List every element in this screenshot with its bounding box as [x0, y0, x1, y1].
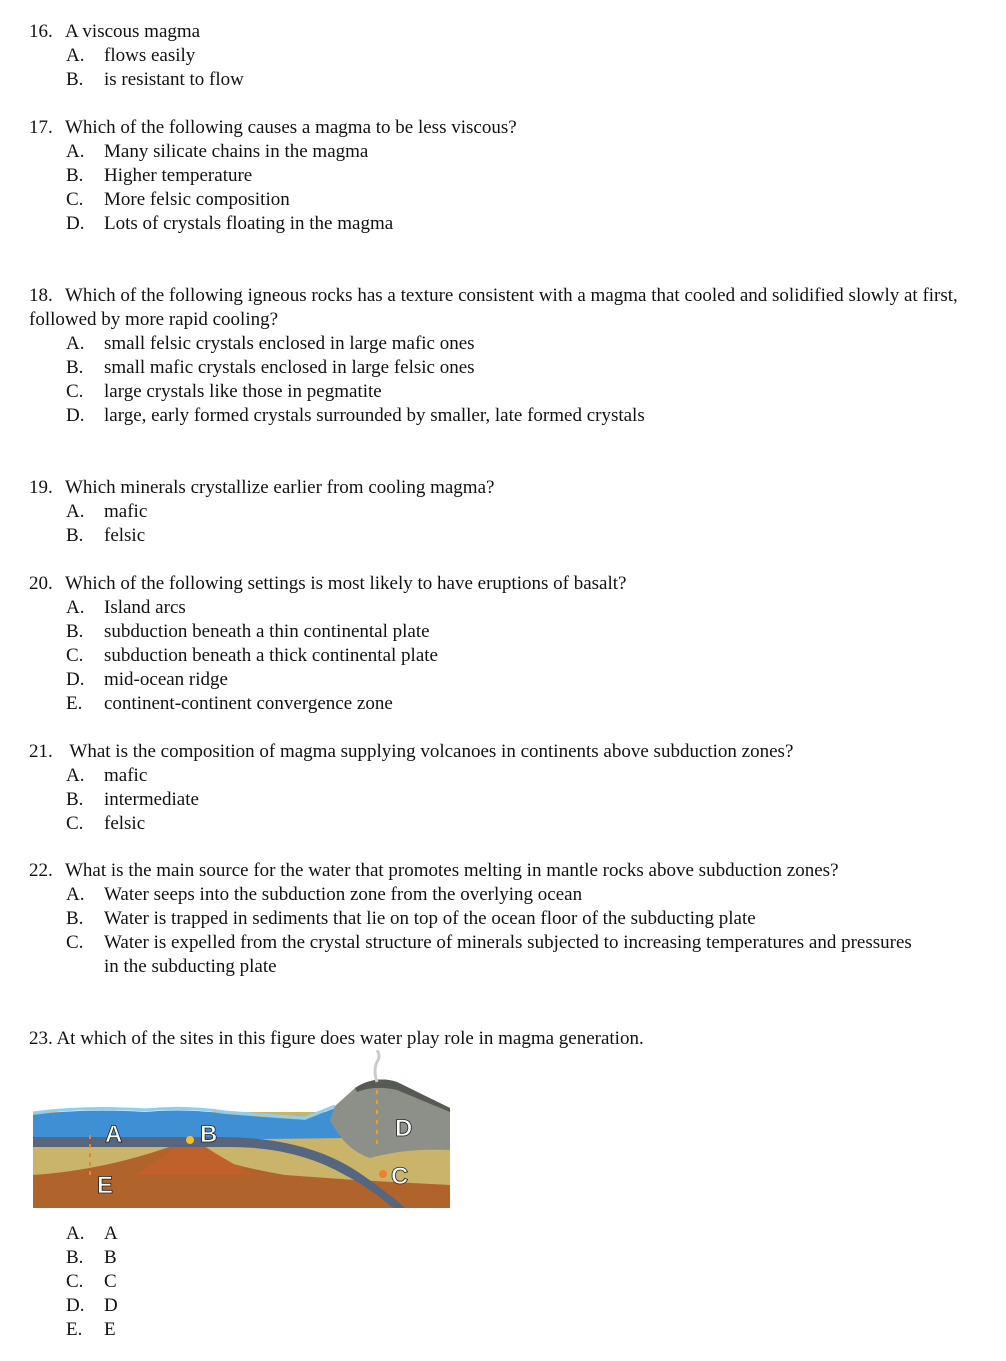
option-letter: A. — [66, 501, 85, 522]
option-letter: C. — [66, 1271, 84, 1292]
option-letter: D. — [66, 213, 85, 234]
option — [29, 380, 984, 404]
option-letter: B. — [66, 621, 84, 642]
option-letter: E. — [66, 693, 83, 714]
option-letter: B. — [66, 789, 84, 810]
option — [29, 620, 984, 644]
question-number: 22. — [29, 860, 53, 881]
question-number: 23. — [29, 1028, 53, 1049]
option-letter: B. — [66, 357, 84, 378]
option-letter: A. — [66, 333, 85, 354]
option — [29, 1222, 984, 1246]
option-text: B — [104, 1247, 117, 1268]
question-16 — [29, 20, 984, 92]
option-text: subduction beneath a thick continental plate — [104, 645, 438, 666]
option-letter: B. — [66, 525, 84, 546]
option — [29, 44, 984, 68]
option-text: Island arcs — [104, 597, 186, 618]
option — [29, 788, 984, 812]
option — [29, 1270, 984, 1294]
question-20 — [29, 572, 984, 716]
option — [29, 764, 984, 788]
option-text: felsic — [104, 525, 146, 546]
question-19 — [29, 476, 984, 548]
option-text: E — [104, 1319, 116, 1340]
option-text: small mafic crystals enclosed in large felsic ones — [104, 357, 475, 378]
option-text: is resistant to flow — [104, 69, 244, 90]
option-letter: A. — [66, 141, 85, 162]
subduction-figure — [25, 1050, 455, 1215]
option-letter: D. — [66, 405, 85, 426]
option — [29, 188, 984, 212]
option-letter: C. — [66, 189, 84, 210]
question-stem: A viscous magma — [65, 21, 201, 42]
question-number: 20. — [29, 573, 53, 594]
option-text: subduction beneath a thin continental plate — [104, 621, 430, 642]
option-letter: A. — [66, 1223, 85, 1244]
figure-label-e: E — [97, 1172, 114, 1199]
question-23 — [29, 1027, 984, 1051]
figure-label-b: B — [200, 1121, 218, 1148]
question-stem: Which minerals crystallize earlier from cooling magma? — [65, 477, 495, 498]
question-number: 17. — [29, 117, 53, 138]
question-number: 19. — [29, 477, 53, 498]
option-text: large, early formed crystals surrounded by smaller, late formed crystals — [104, 405, 645, 426]
option-letter: A. — [66, 765, 85, 786]
option-text: flows easily — [104, 45, 196, 66]
option — [29, 812, 984, 836]
option-text: Water is trapped in sediments that lie on top of the ocean floor of the subducting plate — [104, 908, 756, 929]
option — [29, 692, 984, 716]
question-stem: Which of the following causes a magma to be less viscous? — [65, 117, 517, 138]
option-text: mafic — [104, 765, 148, 786]
option — [29, 1294, 984, 1318]
option-text: mafic — [104, 501, 148, 522]
option-letter: A. — [66, 884, 85, 905]
option — [29, 668, 984, 692]
option-letter: D. — [66, 1295, 85, 1316]
option-letter: B. — [66, 1247, 84, 1268]
option-text: Many silicate chains in the magma — [104, 141, 369, 162]
option — [29, 68, 984, 92]
option-text: More felsic composition — [104, 189, 290, 210]
option-text: mid-ocean ridge — [104, 669, 228, 690]
option-text: Lots of crystals floating in the magma — [104, 213, 394, 234]
option — [29, 644, 984, 668]
question-stem: Which of the following settings is most likely to have eruptions of basalt? — [65, 573, 627, 594]
magma-spot — [379, 1170, 387, 1178]
option-text: small felsic crystals enclosed in large mafic ones — [104, 333, 475, 354]
option-letter: C. — [66, 932, 84, 953]
option-letter: B. — [66, 908, 84, 929]
option — [29, 356, 984, 380]
option-text: D — [104, 1295, 118, 1316]
option — [29, 500, 984, 524]
question-22 — [29, 859, 984, 979]
option — [29, 140, 984, 164]
option-letter: B. — [66, 69, 84, 90]
option — [29, 931, 984, 979]
option-text: C — [104, 1271, 117, 1292]
option-text: Water seeps into the subduction zone from the overlying ocean — [104, 884, 583, 905]
question-stem: At which of the sites in this figure does water play role in magma generation. — [56, 1028, 644, 1049]
question-stem: What is the composition of magma supplying volcanoes in continents above subduction zones? — [65, 741, 794, 762]
question-23-options — [29, 1222, 984, 1342]
option-text: intermediate — [104, 789, 199, 810]
option-letter: C. — [66, 381, 84, 402]
volcanic-plume — [375, 1050, 379, 1082]
question-number: 21. — [29, 741, 53, 762]
question-17 — [29, 116, 984, 236]
question-number: 16. — [29, 21, 53, 42]
option — [29, 1318, 984, 1342]
figure-label-d: D — [395, 1115, 413, 1142]
option — [29, 883, 984, 907]
option — [29, 164, 984, 188]
option-text: large crystals like those in pegmatite — [104, 381, 382, 402]
figure-label-c: C — [391, 1163, 409, 1190]
option-letter: C. — [66, 813, 84, 834]
option-letter: A. — [66, 597, 85, 618]
option — [29, 596, 984, 620]
option-letter: A. — [66, 45, 85, 66]
question-18 — [29, 284, 984, 428]
option-letter: E. — [66, 1319, 83, 1340]
question-stem: What is the main source for the water that promotes melting in mantle rocks above subduction zones? — [65, 860, 839, 881]
option — [29, 332, 984, 356]
option-text: Higher temperature — [104, 165, 253, 186]
option — [29, 212, 984, 236]
option-text: felsic — [104, 813, 146, 834]
question-stem: Which of the following igneous rocks has a texture consistent with a magma that cooled and solidified slowly at first, followed by more rapid cooling? — [29, 285, 958, 330]
option-letter: D. — [66, 669, 85, 690]
option — [29, 524, 984, 548]
question-21 — [29, 740, 984, 836]
option — [29, 907, 984, 931]
option — [29, 404, 984, 428]
option-text: continent-continent convergence zone — [104, 693, 393, 714]
option-text: A — [104, 1223, 118, 1244]
option — [29, 1246, 984, 1270]
option-letter: B. — [66, 165, 84, 186]
option-text: Water is expelled from the crystal structure of minerals subjected to increasing temperatures and pressures in the subducting plate — [104, 932, 912, 977]
magma-spot — [186, 1136, 194, 1144]
option-letter: C. — [66, 645, 84, 666]
question-number: 18. — [29, 285, 53, 306]
figure-label-a: A — [105, 1121, 123, 1148]
